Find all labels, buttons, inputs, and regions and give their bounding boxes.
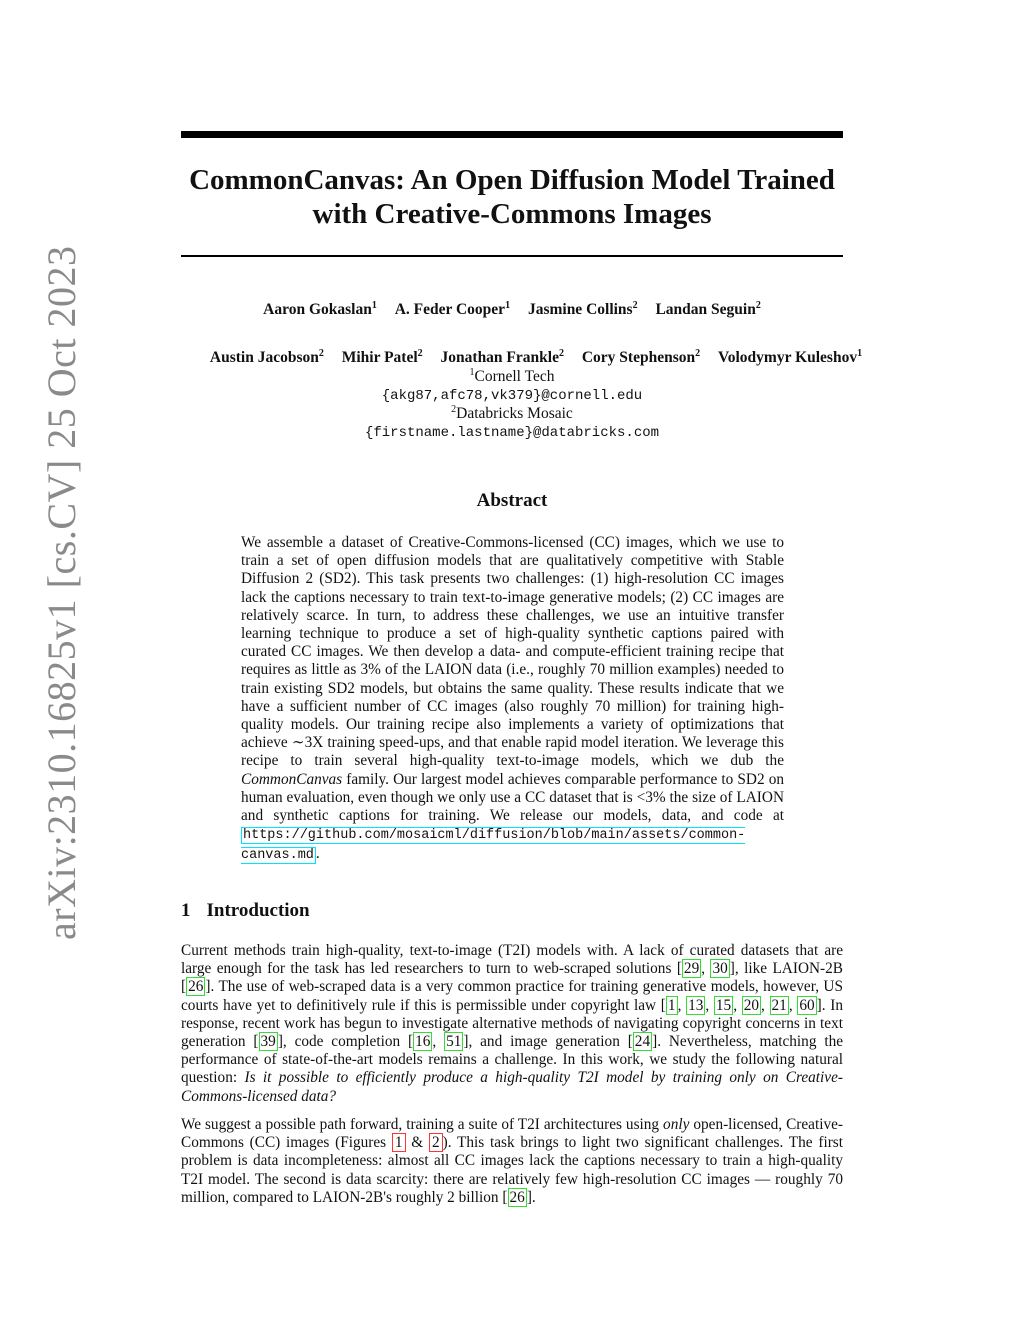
title-line-1: CommonCanvas: An Open Diffusion Model Trained: [189, 164, 835, 196]
citation-link[interactable]: 26: [188, 978, 204, 996]
citation-link[interactable]: 29: [683, 960, 700, 978]
citation-link[interactable]: 51: [446, 1033, 462, 1051]
author-row-2: [150, 348, 922, 367]
citation-link[interactable]: 39: [260, 1033, 276, 1051]
author: Austin Jacobson$^2$: [209, 348, 324, 367]
citation-link[interactable]: 26: [509, 1188, 525, 1206]
citation-link[interactable]: 15: [715, 996, 732, 1014]
citation-link[interactable]: 24: [634, 1033, 651, 1051]
author-row-1: [150, 300, 874, 319]
author: Mihir Patel$^2$: [341, 348, 423, 367]
citation-link[interactable]: 20: [743, 996, 759, 1014]
title-line-2: with Creative-Commons Images: [312, 198, 712, 230]
citation-link[interactable]: 1: [667, 996, 676, 1014]
affiliation-2: $^2$Databricks Mosaic: [451, 404, 573, 423]
author: Jonathan Frankle$^2$: [440, 348, 564, 367]
section-title: Introduction: [206, 900, 310, 921]
figure-ref-link[interactable]: 2: [429, 1133, 443, 1152]
citation-link[interactable]: 30: [712, 960, 728, 978]
affiliation-2-email: {firstname.lastname}@databricks.com: [364, 425, 660, 441]
section-number: 1: [181, 900, 191, 921]
abstract-heading: Abstract: [476, 490, 548, 511]
author: Volodymyr Kuleshov$^1$: [717, 348, 863, 367]
emphasis-only: only: [663, 1116, 690, 1133]
figure-ref-link[interactable]: 1: [392, 1133, 406, 1152]
intro-paragraph-2: We suggest a possible path forward, training a suite of T2I architectures using only open-licensed, Creative-Commons (CC) images (Figures 1 & 2 ). This task brings to light two significant challenges. The first problem is data incompleteness: almost all CC images lack the captions necessary to train a high-quality T2I model. The second is data scarcity: there are relatively few high-resolution CC images — roughly 70 million, compared to LAION-2B's roughly 2 billion [ 26 ].: [181, 1116, 843, 1206]
repository-link[interactable]: https://github.com/mosaicml/diffusion/blob/main/assets/common-canvas.md: [241, 828, 746, 864]
section-heading: [181, 900, 310, 922]
author: Jasmine Collins$^2$: [527, 300, 638, 319]
model-family-name: CommonCanvas: [241, 770, 343, 788]
arxiv-identifier: arXiv:2310.16825v1 [cs.CV] 25 Oct 2023: [39, 245, 84, 940]
title-bottom-rule: [181, 255, 843, 257]
citation-link[interactable]: 21: [771, 996, 787, 1014]
citation-link[interactable]: 16: [415, 1033, 431, 1051]
title-top-rule: [181, 131, 843, 138]
affiliation-1-email: {akg87,afc78,vk379}@cornell.edu: [381, 388, 643, 404]
author: A. Feder Cooper$^1$: [394, 300, 511, 319]
research-question: Is it possible to efficiently produce a high-quality T2I model by training only on Creative-Commons-licensed data?: [181, 1069, 843, 1105]
paper-title: [181, 163, 843, 231]
author: Cory Stephenson$^2$: [581, 348, 701, 367]
citation-link[interactable]: 60: [799, 996, 815, 1014]
abstract-body: We assemble a dataset of Creative-Commons-licensed (CC) images, which we use to train a set of open diffusion models that are qualitatively competitive with Stable Diffusion 2 (SD2). This task presents two challenges: (1) high-resolution CC images lack the captions necessary to train text-to-image generative models; (2) CC images are relatively scarce. In turn, to address these challenges, we use an intuitive transfer learning technique to produce a set of high-quality synthetic captions paired with curated CC images. We then develop a data- and compute-efficient training recipe that requires as little as 3% of the LAION data (i.e., roughly 70 million examples) needed to train existing SD2 models, but obtains the same quality. These results indicate that we have a sufficient number of CC images (also roughly 70 million) for training high-quality models. Our training recipe also implements a variety of optimizations that achieve ∼3X training speed-ups, and that enable rapid model iteration. We leverage this recipe to train several high-quality text-to-image models, which we dub the CommonCanvas family. Our largest model achieves comparable performance to SD2 on human evaluation, even though we only use a CC dataset that is <3% the size of LAION and synthetic captions for training. We release our models, data, and code at https://github.com/mosaicml/diffusion/blob/main/assets/common-canvas.md .: [241, 534, 784, 864]
citation-link[interactable]: 13: [688, 996, 704, 1014]
arxiv-side-stamp: [0, 0, 84, 940]
author: Landan Seguin$^2$: [655, 300, 761, 319]
author: Aaron Gokaslan$^1$: [263, 300, 377, 319]
intro-paragraph-1: Current methods train high-quality, text-to-image (T2I) models with. A lack of curated datasets that are large enough for the task has led researchers to turn to web-scraped solutions [ 29 , 30 ], like LAION-2B [ 26 ]. The use of web-scraped data is a very common practice for training generative models, however, US courts have yet to definitively rule if this is permissible under copyright law [ 1 , 13 , 15 , 20 , 21 , 60 ]. In response, recent work has begun to investigate alternative methods of navigating copyright concerns in text generation [ 39 ], code completion [ 16 , 51 ], and image generation [ 24 ]. Nevertheless, matching the performance of state-of-the-art models remains a challenge. In this work, we study the following natural question: Is it possible to efficiently produce a high-quality T2I model by training only on Creative-Commons-licensed data?: [181, 942, 844, 1105]
affiliation-1: $^1$Cornell Tech: [469, 367, 555, 386]
